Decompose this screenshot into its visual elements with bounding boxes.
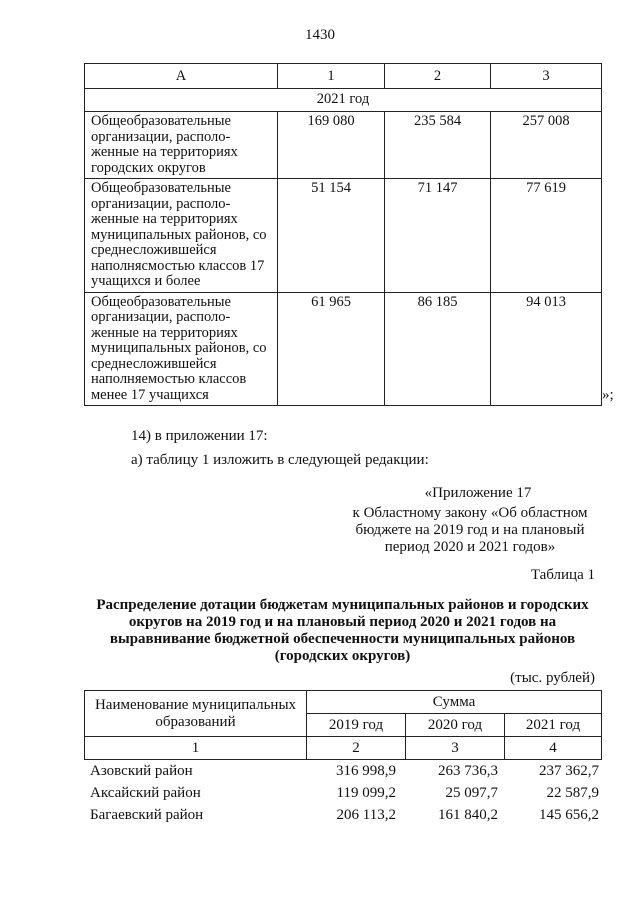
standards-table xyxy=(84,63,602,406)
row-value: 61 965 xyxy=(278,292,385,406)
amount-2021: 22 587,9 xyxy=(546,785,599,801)
column-header: 1 xyxy=(278,64,385,89)
amount-2020: 161 840,2 xyxy=(438,807,498,823)
table-caption: Таблица 1 xyxy=(530,567,595,583)
row-value: 71 147 xyxy=(385,179,491,293)
row-name: Общеобразовательные организации, располо-женные на территориях муниципальных районов, со среднесложившейся наполнясмостью классов 17 учащихся и более xyxy=(85,179,278,293)
column-header: 3 xyxy=(491,64,602,89)
closing-quote: »; xyxy=(602,387,614,403)
subsidy-table xyxy=(84,690,602,760)
row-name: Общеобразовательные организации, располо-женные на территориях муниципальных районов, со среднесложившейся наполняемостью классов менее 17 учащихся xyxy=(85,292,278,406)
district-name: Аксайский район xyxy=(90,785,201,801)
table-row xyxy=(85,112,602,179)
table-header-row xyxy=(85,64,602,89)
column-number: 2 xyxy=(307,737,406,760)
column-header: А xyxy=(85,64,278,89)
year-header: 2021 год xyxy=(505,714,602,737)
column-header: 2 xyxy=(385,64,491,89)
row-value: 77 619 xyxy=(491,179,602,293)
units-label: (тыс. рублей) xyxy=(510,670,595,686)
table-row xyxy=(84,763,601,785)
amendment-item-a: а) таблицу 1 изложить в следующей редакции: xyxy=(131,452,429,468)
row-value: 169 080 xyxy=(278,112,385,179)
table-row xyxy=(84,785,601,807)
column-number: 3 xyxy=(406,737,505,760)
page-number: 1430 xyxy=(305,27,335,43)
column-number: 1 xyxy=(85,737,307,760)
amount-2020: 263 736,3 xyxy=(438,763,498,779)
year-header: 2020 год xyxy=(406,714,505,737)
table-row xyxy=(85,179,602,293)
year-row xyxy=(85,89,602,112)
name-column-header: Наименование муниципальных образований xyxy=(85,691,307,737)
appendix-reference: к Областному закону «Об областном бюджете на 2019 год и на плановый период 2020 и 2021 годов» xyxy=(352,505,588,555)
row-value: 94 013 xyxy=(491,292,602,406)
row-value: 86 185 xyxy=(385,292,491,406)
amendment-item-14: 14) в приложении 17: xyxy=(131,428,268,444)
row-value: 51 154 xyxy=(278,179,385,293)
amount-2019: 316 998,9 xyxy=(336,763,396,779)
table-row xyxy=(84,807,601,829)
amount-2019: 206 113,2 xyxy=(336,807,396,823)
amount-2021: 145 656,2 xyxy=(539,807,599,823)
table-header-row xyxy=(85,691,602,714)
row-name: Общеобразовательные организации, располо-женные на территориях городских округов xyxy=(85,112,278,179)
year-header: 2019 год xyxy=(307,714,406,737)
district-name: Багаевский район xyxy=(90,807,204,823)
subsidy-rows xyxy=(84,763,601,829)
district-name: Азовский район xyxy=(90,763,193,779)
column-number-row xyxy=(85,737,602,760)
sum-column-header: Сумма xyxy=(307,691,602,714)
year-label: 2021 год xyxy=(85,89,602,112)
amount-2019: 119 099,2 xyxy=(336,785,396,801)
amount-2020: 25 097,7 xyxy=(445,785,498,801)
column-number: 4 xyxy=(505,737,602,760)
row-value: 257 008 xyxy=(491,112,602,179)
table-heading: Распределение дотации бюджетам муниципальных районов и городских округов на 2019 год и на плановый период 2020 и 2021 годов на выравнивание бюджетной обеспеченности муниципальных районов (городских округов) xyxy=(96,597,589,664)
amount-2021: 237 362,7 xyxy=(539,763,599,779)
table-row xyxy=(85,292,602,406)
appendix-title: «Приложение 17 xyxy=(424,485,532,501)
row-value: 235 584 xyxy=(385,112,491,179)
